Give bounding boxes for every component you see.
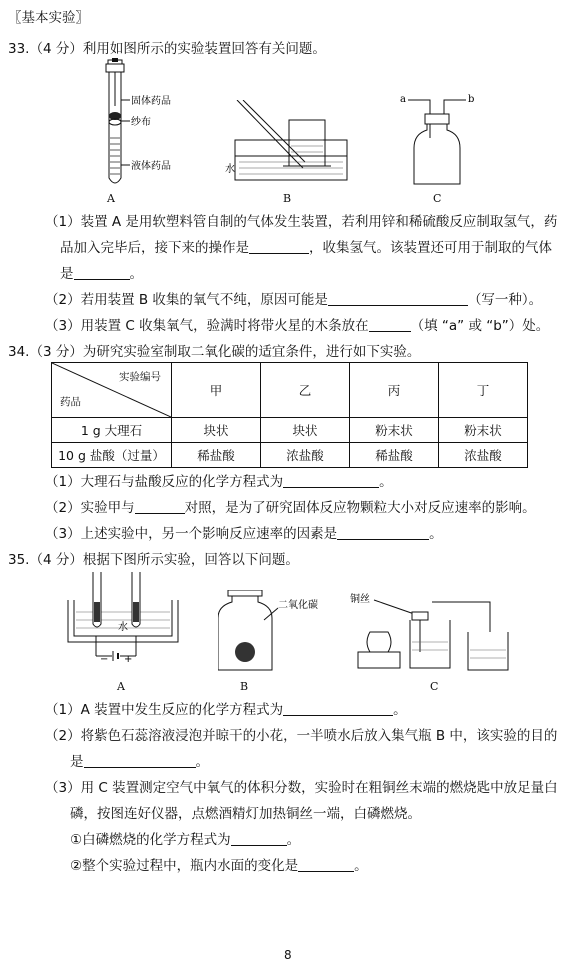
q34-row1-cell0: 稀盐酸 <box>172 443 261 468</box>
q33-p3 <box>45 314 549 334</box>
q35-figure-a <box>60 572 185 672</box>
q34-row0-label: 1 g 大理石 <box>52 418 172 443</box>
q34-row1-cell3: 浓盐酸 <box>439 443 528 468</box>
q33-blank-1 <box>249 240 309 255</box>
q34-p2-a: （2）实验甲与 <box>45 500 135 516</box>
q34-header-bottom: 药品 <box>60 396 81 408</box>
q33-p3-a: （3）用装置 C 收集氧气，验满时将带火星的木条放在 <box>45 318 369 334</box>
label-gauze: 纱布 <box>131 117 151 128</box>
q35-p3-line1: （3）用 C 装置测定空气中氧气的体积分数，实验时在粗铜丝末端的燃烧匙中放足量白 <box>45 780 558 796</box>
q33-p2-b: （写一种）。 <box>467 292 543 308</box>
q34-row0-cell2: 粉末状 <box>350 418 439 443</box>
q35-caption-a: A <box>117 680 125 693</box>
q33-caption-a: A <box>107 192 115 205</box>
q33-blank-4 <box>369 318 411 333</box>
label-water-a: 水 <box>118 622 128 633</box>
q35-sub1 <box>70 828 300 848</box>
q34-p2 <box>45 496 536 516</box>
q33-p1-line1: （1）装置 A 是用软塑料管自制的气体发生装置，若利用锌和稀硫酸反应制取氢气，药 <box>45 214 558 230</box>
q33-p1-line2-b: ，收集氢气。该装置还可用于制取的气体 <box>309 240 552 256</box>
q34-header-top: 实验编号 <box>119 371 161 383</box>
q35-sub1-b: 。 <box>286 832 301 848</box>
q35-p2-line2-b: 。 <box>195 754 209 770</box>
q34-col-3: 丁 <box>439 363 528 418</box>
q34-row1-cell2: 稀盐酸 <box>350 443 439 468</box>
q34-header-row <box>52 363 528 418</box>
q34-row1-label: 10 g 盐酸（过量） <box>52 443 172 468</box>
q34-p3-b: 。 <box>429 526 443 542</box>
label-b: b <box>468 94 475 105</box>
label-cu: 铜丝 <box>350 594 370 605</box>
q33-caption-c: C <box>433 192 442 205</box>
q35-p1-b: 。 <box>393 702 407 718</box>
q34-p2-b: 对照，是为了研究固体反应物颗粒大小对反应速率的影响。 <box>184 500 536 516</box>
q34-col-0: 甲 <box>172 363 261 418</box>
q33-blank-2 <box>74 266 130 281</box>
q35-blank-1 <box>283 702 393 717</box>
q34-p1-b: 。 <box>379 474 393 490</box>
q34-table <box>51 362 528 468</box>
q35-blank-2 <box>84 754 196 769</box>
label-plus: + <box>124 654 133 665</box>
q35-p2-line1: （2）将紫色石蕊溶液浸泡并晾干的小花，一半喷水后放入集气瓶 B 中，该实验的目的 <box>45 728 558 744</box>
q33-p1-line3-a: 是 <box>60 266 74 282</box>
q35-p2-line2-a: 是 <box>70 754 84 770</box>
page-number: 8 <box>284 948 292 962</box>
q35-sub2-a: ②整个实验过程中，瓶内水面的变化是 <box>70 858 299 874</box>
q35-blank-3 <box>231 832 287 847</box>
q34-row0-cell0: 块状 <box>172 418 261 443</box>
table-row <box>52 418 528 443</box>
q34-blank-1 <box>283 474 379 489</box>
label-a: a <box>400 94 406 105</box>
q33-p2-a: （2）若用装置 B 收集的氧气不纯，原因可能是 <box>45 292 328 308</box>
q35-caption-b: B <box>240 680 249 693</box>
q33-p3-b: （填 “a” 或 “b”）处。 <box>410 318 550 334</box>
q35-sub1-a: ①白磷燃烧的化学方程式为 <box>70 832 231 848</box>
q34-row1-cell1: 浓盐酸 <box>261 443 350 468</box>
q34-p1-a: （1）大理石与盐酸反应的化学方程式为 <box>45 474 284 490</box>
label-solid: 固体药品 <box>131 96 171 107</box>
q34-row0-cell3: 粉末状 <box>439 418 528 443</box>
q33-stem: 33.（4 分）利用如图所示的实验装置回答有关问题。 <box>8 41 326 57</box>
q33-blank-3 <box>328 292 468 307</box>
q33-p1-line2-a: 品加入完毕后，接下来的操作是 <box>60 240 249 256</box>
q34-stem: 34.（3 分）为研究实验室制取二氧化碳的适宜条件，进行如下实验。 <box>8 344 421 360</box>
section-title: 〖基本实验〗 <box>8 10 89 26</box>
q33-figure-a <box>88 58 198 208</box>
q35-blank-4 <box>298 858 354 873</box>
q35-p1-a: （1）A 装置中发生反应的化学方程式为 <box>45 702 284 718</box>
q35-sub2-b: 。 <box>354 858 368 874</box>
q34-p3-a: （3）上述实验中，另一个影响反应速率的因素是 <box>45 526 338 542</box>
q34-col-2: 丙 <box>350 363 439 418</box>
q34-blank-3 <box>337 526 429 541</box>
q34-p1 <box>45 470 393 490</box>
q34-col-1: 乙 <box>261 363 350 418</box>
q33-figure-b <box>225 100 350 185</box>
q33-p2 <box>45 288 542 308</box>
label-water-b: 水 <box>225 164 235 175</box>
table-row <box>52 443 528 468</box>
q33-p1-line3-b: 。 <box>129 266 143 282</box>
q35-p3-line2: 磷，按图连好仪器，点燃酒精灯加热铜丝一端，白磷燃烧。 <box>70 806 421 822</box>
q34-blank-2 <box>135 500 185 515</box>
label-co2: 二氧化碳 <box>278 600 318 611</box>
q33-figure-c <box>400 92 480 192</box>
q33-caption-b: B <box>283 192 292 205</box>
q35-stem: 35.（4 分）根据下图所示实验，回答以下问题。 <box>8 552 299 568</box>
label-minus: − <box>100 654 109 665</box>
q35-p1 <box>45 698 407 718</box>
q35-sub2 <box>70 854 368 874</box>
q35-p2-line2 <box>70 750 209 770</box>
label-liquid: 液体药品 <box>131 161 171 172</box>
q34-p3 <box>45 522 443 542</box>
q33-p1-line2 <box>60 236 552 256</box>
q34-header-diagonal-cell <box>52 363 172 418</box>
q33-p1-line3 <box>60 262 143 282</box>
q34-row0-cell1: 块状 <box>261 418 350 443</box>
q35-figure-c <box>350 592 510 672</box>
q35-figure-b <box>218 590 328 675</box>
q35-caption-c: C <box>430 680 439 693</box>
